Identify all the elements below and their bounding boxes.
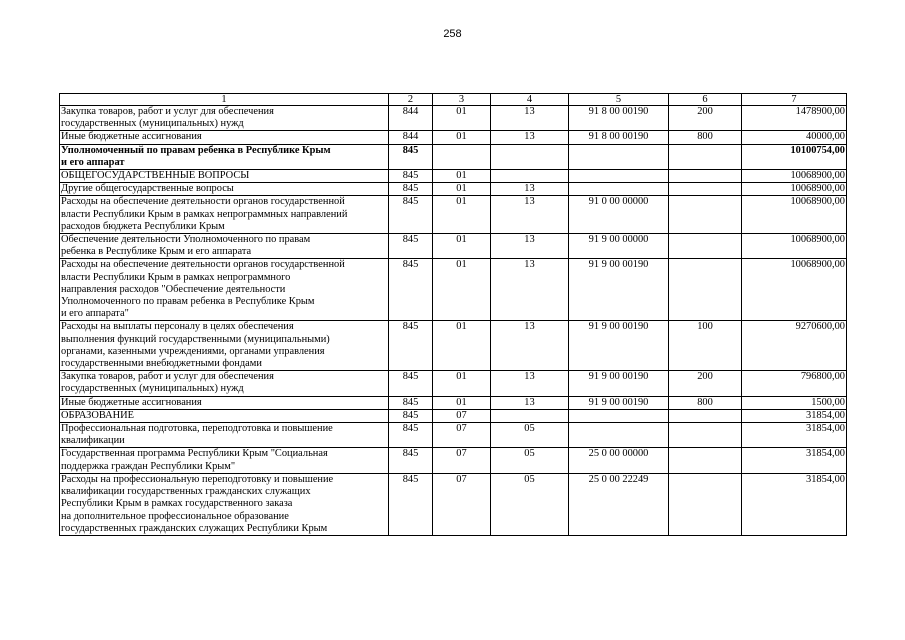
expense-type-code: 800 — [669, 396, 742, 409]
description-line: Расходы на обеспечение деятельности органов государственной — [61, 196, 345, 208]
header-row — [60, 94, 847, 106]
subsection-code: 13 — [491, 396, 569, 409]
expense-type-code — [669, 196, 742, 234]
row-description — [60, 183, 389, 196]
amount: 31854,00 — [742, 409, 847, 422]
target-article-code — [569, 170, 669, 183]
subsection-code: 13 — [491, 321, 569, 371]
amount: 40000,00 — [742, 131, 847, 144]
section-code: 01 — [433, 131, 491, 144]
description-line: Обеспечение деятельности Уполномоченного по правам — [61, 234, 311, 246]
amount: 796800,00 — [742, 371, 847, 396]
description-line: государственных (муниципальных) нужд — [61, 383, 244, 395]
row-description — [60, 144, 389, 169]
target-article-code: 91 9 00 00190 — [569, 371, 669, 396]
row-description — [60, 196, 389, 234]
description-line: расходов бюджета Республики Крым — [61, 220, 225, 232]
ministry-code: 845 — [389, 234, 433, 259]
column-header: 7 — [742, 94, 847, 106]
description-line: Государственная программа Республики Крым "Социальная — [61, 448, 328, 460]
subsection-code: 13 — [491, 234, 569, 259]
row-description — [60, 234, 389, 259]
description-line: Уполномоченный по правам ребенка в Республике Крым — [61, 144, 331, 156]
section-code: 01 — [433, 106, 491, 131]
target-article-code: 91 9 00 00190 — [569, 321, 669, 371]
target-article-code: 91 8 00 00190 — [569, 106, 669, 131]
section-code: 01 — [433, 170, 491, 183]
description-line: ОБРАЗОВАНИЕ — [61, 409, 135, 421]
budget-table — [59, 93, 847, 536]
target-article-code: 25 0 00 00000 — [569, 448, 669, 473]
description-line: Республики Крым в рамках государственного заказа — [61, 498, 293, 510]
expense-type-code: 200 — [669, 106, 742, 131]
table-row — [60, 170, 847, 183]
expense-type-code: 800 — [669, 131, 742, 144]
description-line: выполнения функций государственными (муниципальными) — [61, 333, 330, 345]
target-article-code: 91 0 00 00000 — [569, 196, 669, 234]
subsection-code — [491, 409, 569, 422]
expense-type-code — [669, 423, 742, 448]
column-header: 3 — [433, 94, 491, 106]
section-code: 01 — [433, 259, 491, 321]
amount: 10068900,00 — [742, 234, 847, 259]
description-line: Расходы на обеспечение деятельности органов государственной — [61, 259, 345, 271]
expense-type-code — [669, 473, 742, 535]
section-code: 07 — [433, 473, 491, 535]
subsection-code: 13 — [491, 259, 569, 321]
target-article-code: 91 9 00 00190 — [569, 259, 669, 321]
table-row — [60, 259, 847, 321]
description-line: Расходы на профессиональную переподготовку и повышение — [61, 473, 334, 485]
description-line: квалификации государственных гражданских служащих — [61, 486, 311, 498]
description-line: власти Республики Крым в рамках непрограммного — [61, 271, 291, 283]
subsection-code: 13 — [491, 371, 569, 396]
subsection-code: 13 — [491, 183, 569, 196]
page-number: 258 — [443, 28, 462, 40]
subsection-code: 05 — [491, 473, 569, 535]
amount: 1478900,00 — [742, 106, 847, 131]
target-article-code — [569, 144, 669, 169]
section-code: 01 — [433, 396, 491, 409]
table-row — [60, 423, 847, 448]
table-row — [60, 321, 847, 371]
description-line: власти Республики Крым в рамках непрограммных направлений — [61, 208, 348, 220]
expense-type-code — [669, 170, 742, 183]
column-header: 5 — [569, 94, 669, 106]
row-description — [60, 371, 389, 396]
description-line: государственными внебюджетными фондами — [61, 358, 262, 370]
subsection-code: 05 — [491, 423, 569, 448]
section-code — [433, 144, 491, 169]
row-description — [60, 259, 389, 321]
description-line: и его аппарата" — [61, 308, 129, 320]
table-row — [60, 473, 847, 535]
table-row — [60, 144, 847, 169]
ministry-code: 845 — [389, 196, 433, 234]
section-code: 07 — [433, 409, 491, 422]
expense-type-code — [669, 259, 742, 321]
amount: 1500,00 — [742, 396, 847, 409]
table-row — [60, 448, 847, 473]
amount: 31854,00 — [742, 423, 847, 448]
column-header: 1 — [60, 94, 389, 106]
row-description — [60, 131, 389, 144]
table-body — [60, 106, 847, 536]
table-row — [60, 106, 847, 131]
amount: 10068900,00 — [742, 196, 847, 234]
subsection-code — [491, 144, 569, 169]
row-description — [60, 170, 389, 183]
description-line: Закупка товаров, работ и услуг для обеспечения — [61, 106, 274, 117]
description-line: Иные бюджетные ассигнования — [61, 131, 202, 143]
description-line: ребенка в Республике Крым и его аппарата — [61, 246, 252, 258]
subsection-code: 13 — [491, 106, 569, 131]
row-description — [60, 409, 389, 422]
target-article-code: 91 8 00 00190 — [569, 131, 669, 144]
table-row — [60, 131, 847, 144]
ministry-code: 845 — [389, 259, 433, 321]
ministry-code: 845 — [389, 409, 433, 422]
section-code: 07 — [433, 448, 491, 473]
ministry-code: 844 — [389, 106, 433, 131]
subsection-code: 13 — [491, 131, 569, 144]
description-line: государственных гражданских служащих Республики Крым — [61, 522, 328, 534]
row-description — [60, 396, 389, 409]
description-line: органами, казенными учреждениями, органами управления — [61, 345, 325, 357]
expense-type-code — [669, 183, 742, 196]
expense-type-code — [669, 144, 742, 169]
section-code: 01 — [433, 234, 491, 259]
amount: 10068900,00 — [742, 170, 847, 183]
table-row — [60, 371, 847, 396]
amount: 10100754,00 — [742, 144, 847, 169]
table-row — [60, 183, 847, 196]
description-line: Иные бюджетные ассигнования — [61, 396, 202, 408]
row-description — [60, 423, 389, 448]
row-description — [60, 448, 389, 473]
description-line: и его аппарат — [61, 156, 125, 168]
section-code: 01 — [433, 183, 491, 196]
ministry-code: 845 — [389, 144, 433, 169]
subsection-code — [491, 170, 569, 183]
target-article-code: 25 0 00 22249 — [569, 473, 669, 535]
description-line: направления расходов "Обеспечение деятельности — [61, 283, 286, 295]
column-header: 4 — [491, 94, 569, 106]
table-row — [60, 196, 847, 234]
ministry-code: 845 — [389, 321, 433, 371]
row-description — [60, 473, 389, 535]
expense-type-code — [669, 409, 742, 422]
expense-type-code — [669, 234, 742, 259]
table-row — [60, 234, 847, 259]
section-code: 01 — [433, 196, 491, 234]
expense-type-code: 100 — [669, 321, 742, 371]
target-article-code — [569, 423, 669, 448]
amount: 31854,00 — [742, 448, 847, 473]
row-description — [60, 106, 389, 131]
target-article-code: 91 9 00 00190 — [569, 396, 669, 409]
table-row — [60, 396, 847, 409]
section-code: 01 — [433, 371, 491, 396]
description-line: государственных (муниципальных) нужд — [61, 118, 244, 130]
section-code: 01 — [433, 321, 491, 371]
ministry-code: 844 — [389, 131, 433, 144]
subsection-code: 13 — [491, 196, 569, 234]
ministry-code: 845 — [389, 170, 433, 183]
ministry-code: 845 — [389, 473, 433, 535]
amount: 9270600,00 — [742, 321, 847, 371]
expense-type-code — [669, 448, 742, 473]
description-line: Профессиональная подготовка, переподготовка и повышение — [61, 423, 333, 435]
target-article-code — [569, 183, 669, 196]
section-code: 07 — [433, 423, 491, 448]
column-header: 2 — [389, 94, 433, 106]
description-line: Закупка товаров, работ и услуг для обеспечения — [61, 371, 274, 383]
amount: 10068900,00 — [742, 259, 847, 321]
description-line: ОБЩЕГОСУДАРСТВЕННЫЕ ВОПРОСЫ — [61, 170, 250, 182]
ministry-code: 845 — [389, 371, 433, 396]
description-line: Уполномоченного по правам ребенка в Республике Крым — [61, 296, 315, 308]
description-line: Расходы на выплаты персоналу в целях обеспечения — [61, 321, 294, 333]
ministry-code: 845 — [389, 448, 433, 473]
subsection-code: 05 — [491, 448, 569, 473]
target-article-code: 91 9 00 00000 — [569, 234, 669, 259]
amount: 31854,00 — [742, 473, 847, 535]
description-line: Другие общегосударственные вопросы — [61, 183, 234, 195]
description-line: на дополнительное профессиональное образование — [61, 510, 289, 522]
row-description — [60, 321, 389, 371]
expense-type-code: 200 — [669, 371, 742, 396]
table-row — [60, 409, 847, 422]
ministry-code: 845 — [389, 183, 433, 196]
description-line: поддержка граждан Республики Крым" — [61, 460, 236, 472]
target-article-code — [569, 409, 669, 422]
column-header: 6 — [669, 94, 742, 106]
ministry-code: 845 — [389, 396, 433, 409]
amount: 10068900,00 — [742, 183, 847, 196]
ministry-code: 845 — [389, 423, 433, 448]
description-line: квалификации — [61, 435, 125, 447]
